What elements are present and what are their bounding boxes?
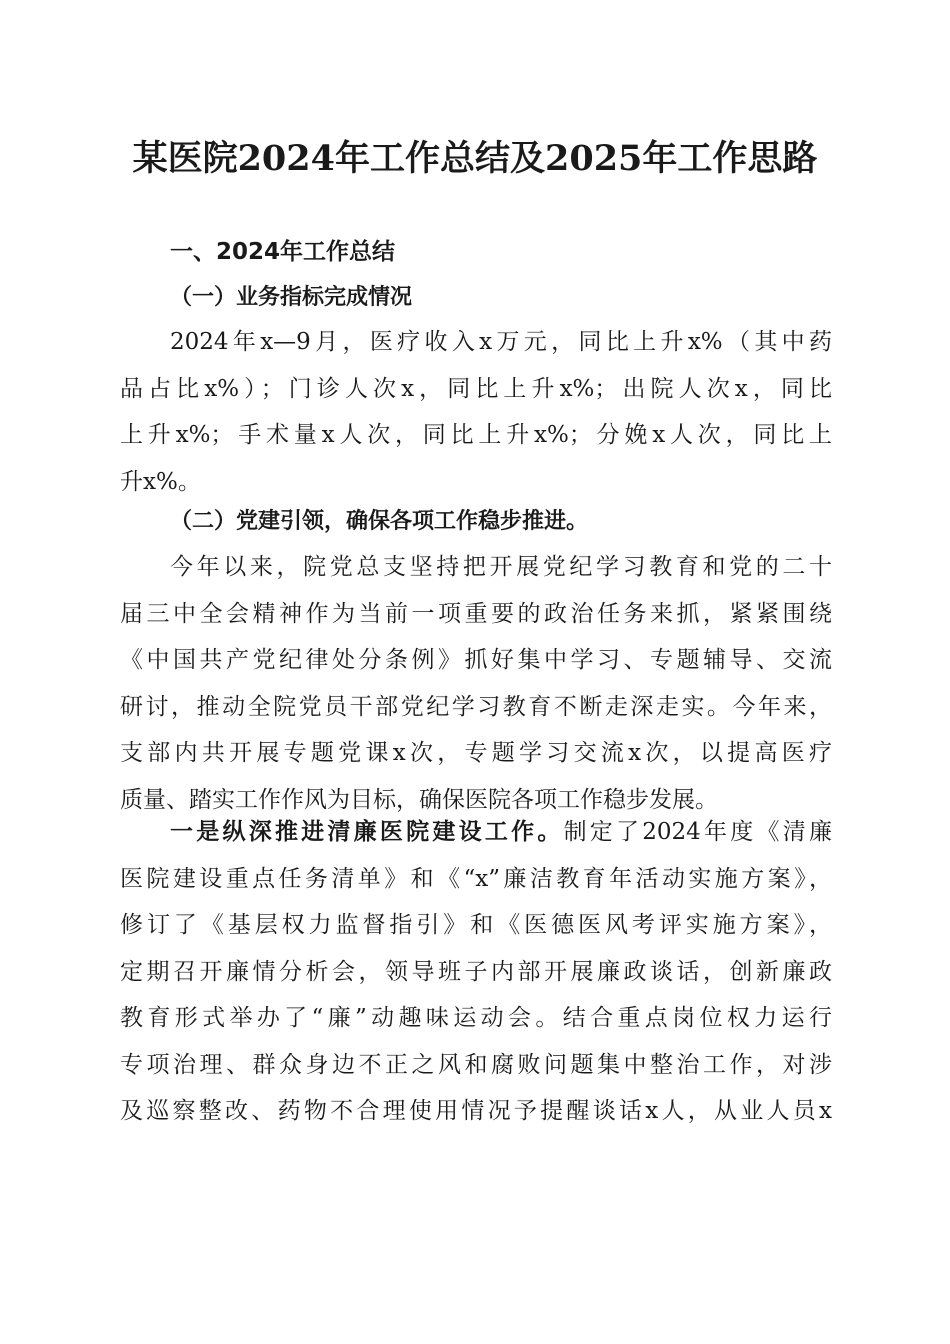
paragraph-line: 修订了《基层权力监督指引》和《医德医风考评实施方案》，: [120, 912, 832, 938]
paragraph-line: 今年以来，院党总支坚持把开展党纪学习教育和党的二十: [170, 554, 832, 580]
paragraph-line: 医院建设重点任务清单》和《“x”廉洁教育年活动实施方案》，: [120, 865, 832, 892]
paragraph-line: 品占比x%）；门诊人次x，同比上升x%；出院人次x，同比: [120, 375, 832, 402]
paragraph-line: 及巡察整改、药物不合理使用情况予提醒谈话x人，从业人员x: [120, 1098, 832, 1124]
document-title: 某医院2024年工作总结及2025年工作思路: [132, 138, 818, 179]
paragraph-line: 专项治理、群众身边不正之风和腐败问题集中整治工作，对涉: [120, 1051, 832, 1078]
paragraph-line: 2024年x—9月，医疗收入x万元，同比上升x%（其中药: [170, 329, 832, 355]
section-heading-summary: 一、2024年工作总结: [170, 239, 396, 265]
paragraph-integrity-hospital: [120, 809, 832, 1135]
paragraph-lead: 一是纵深推进清廉医院建设工作。: [170, 819, 564, 845]
paragraph-line: 定期召开廉情分析会，领导班子内部开展廉政谈话，创新廉政: [120, 958, 832, 985]
paragraph-line: 教育形式举办了“廉”动趣味运动会。结合重点岗位权力运行: [120, 1005, 832, 1031]
subsection-heading-party-building: （二）党建引领，确保各项工作稳步推进。: [170, 509, 589, 534]
paragraph-line: 支部内共开展专题党课x次，专题学习交流x次，以提高医疗: [120, 740, 832, 766]
paragraph-indicators: [120, 319, 832, 505]
paragraph-line: [120, 809, 832, 856]
paragraph-lead-rest: 制定了2024年度《清廉: [563, 819, 832, 845]
paragraph-line: 届三中全会精神作为当前一项重要的政治任务来抓，紧紧围绕: [120, 600, 832, 627]
paragraph-party-building: [120, 544, 832, 823]
subsection-heading-indicators: （一）业务指标完成情况: [170, 285, 413, 310]
paragraph-line: 上升x%；手术量x人次，同比上升x%；分娩x人次，同比上: [120, 422, 832, 448]
paragraph-line: 升x%。: [120, 468, 201, 495]
paragraph-line: 质量、踏实工作作风为目标，确保医院各项工作稳步发展。: [120, 786, 718, 813]
paragraph-line: 研讨，推动全院党员干部党纪学习教育不断走深走实。今年来，: [120, 693, 832, 720]
paragraph-line: 《中国共产党纪律处分条例》抓好集中学习、专题辅导、交流: [120, 647, 832, 673]
